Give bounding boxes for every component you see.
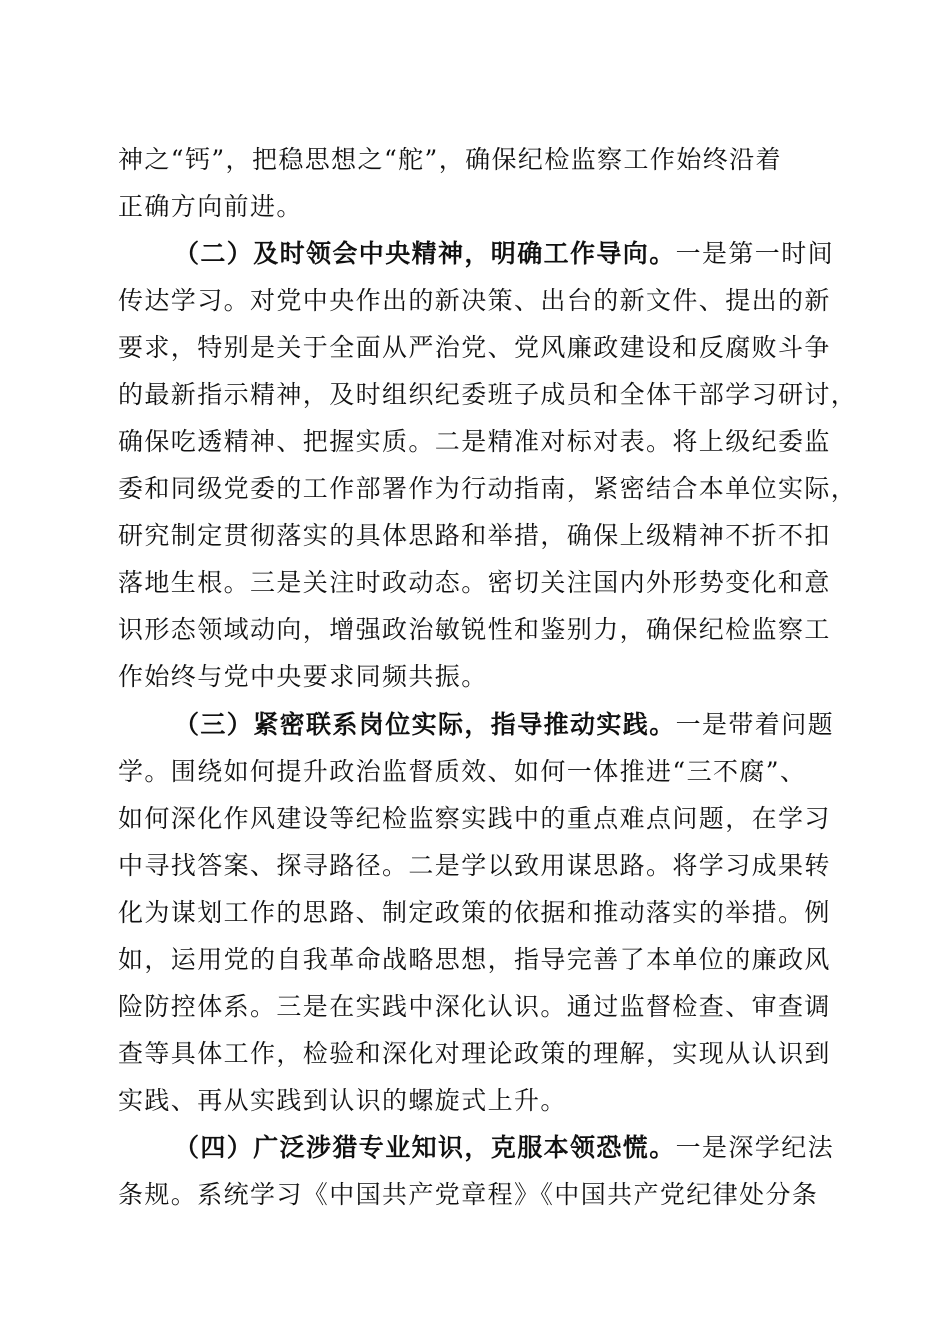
text-line: 的最新指示精神，及时组织纪委班子成员和全体干部学习研讨， bbox=[118, 380, 858, 409]
section-heading-line bbox=[174, 1133, 834, 1163]
text-line: 学。围绕如何提升政治监督质效、如何一体推进“三不腐”、 bbox=[118, 757, 807, 786]
section-heading: （三）紧密联系岗位实际，指导推动实践。 bbox=[174, 710, 676, 739]
text-line: 中寻找答案、探寻路径。二是学以致用谋思路。将学习成果转 bbox=[118, 851, 831, 880]
section-heading: （二）及时领会中央精神，明确工作导向。 bbox=[174, 239, 676, 268]
text-line: 如何深化作风建设等纪检监察实践中的重点难点问题，在学习 bbox=[118, 804, 831, 833]
text-line: 要求，特别是关于全面从严治党、党风廉政建设和反腐败斗争 bbox=[118, 333, 831, 362]
text-line: 识形态领域动向，增强政治敏锐性和鉴别力，确保纪检监察工 bbox=[118, 615, 831, 644]
text-line: 神之“钙”，把稳思想之“舵”，确保纪检监察工作始终沿着 bbox=[118, 145, 782, 174]
text-line: 化为谋划工作的思路、制定政策的依据和推动落实的举措。例 bbox=[118, 898, 831, 927]
text-line: 险防控体系。三是在实践中深化认识。通过监督检查、审查调 bbox=[118, 992, 831, 1021]
section-heading-line bbox=[174, 239, 834, 269]
text-line: 实践、再从实践到认识的螺旋式上升。 bbox=[118, 1086, 567, 1115]
text-line: 条规。系统学习《中国共产党章程》《中国共产党纪律处分条 bbox=[118, 1180, 819, 1209]
text-line: 委和同级党委的工作部署作为行动指南，紧密结合本单位实际， bbox=[118, 474, 858, 503]
text-span: 一是深学纪法 bbox=[675, 1133, 835, 1162]
text-line: 作始终与党中央要求同频共振。 bbox=[118, 662, 488, 691]
text-line: 正确方向前进。 bbox=[118, 192, 303, 221]
text-span: 一是第一时间 bbox=[675, 239, 835, 268]
text-line: 研究制定贯彻落实的具体思路和举措，确保上级精神不折不扣 bbox=[118, 521, 831, 550]
text-line: 传达学习。对党中央作出的新决策、出台的新文件、提出的新 bbox=[118, 286, 831, 315]
text-line: 落地生根。三是关注时政动态。密切关注国内外形势变化和意 bbox=[118, 568, 831, 597]
text-line: 查等具体工作，检验和深化对理论政策的理解，实现从认识到 bbox=[118, 1039, 831, 1068]
text-line: 如，运用党的自我革命战略思想，指导完善了本单位的廉政风 bbox=[118, 945, 831, 974]
text-line: 确保吃透精神、把握实质。二是精准对标对表。将上级纪委监 bbox=[118, 427, 831, 456]
text-span: 一是带着问题 bbox=[675, 710, 835, 739]
section-heading: （四）广泛涉猎专业知识，克服本领恐慌。 bbox=[174, 1133, 676, 1162]
section-heading-line bbox=[174, 710, 834, 740]
